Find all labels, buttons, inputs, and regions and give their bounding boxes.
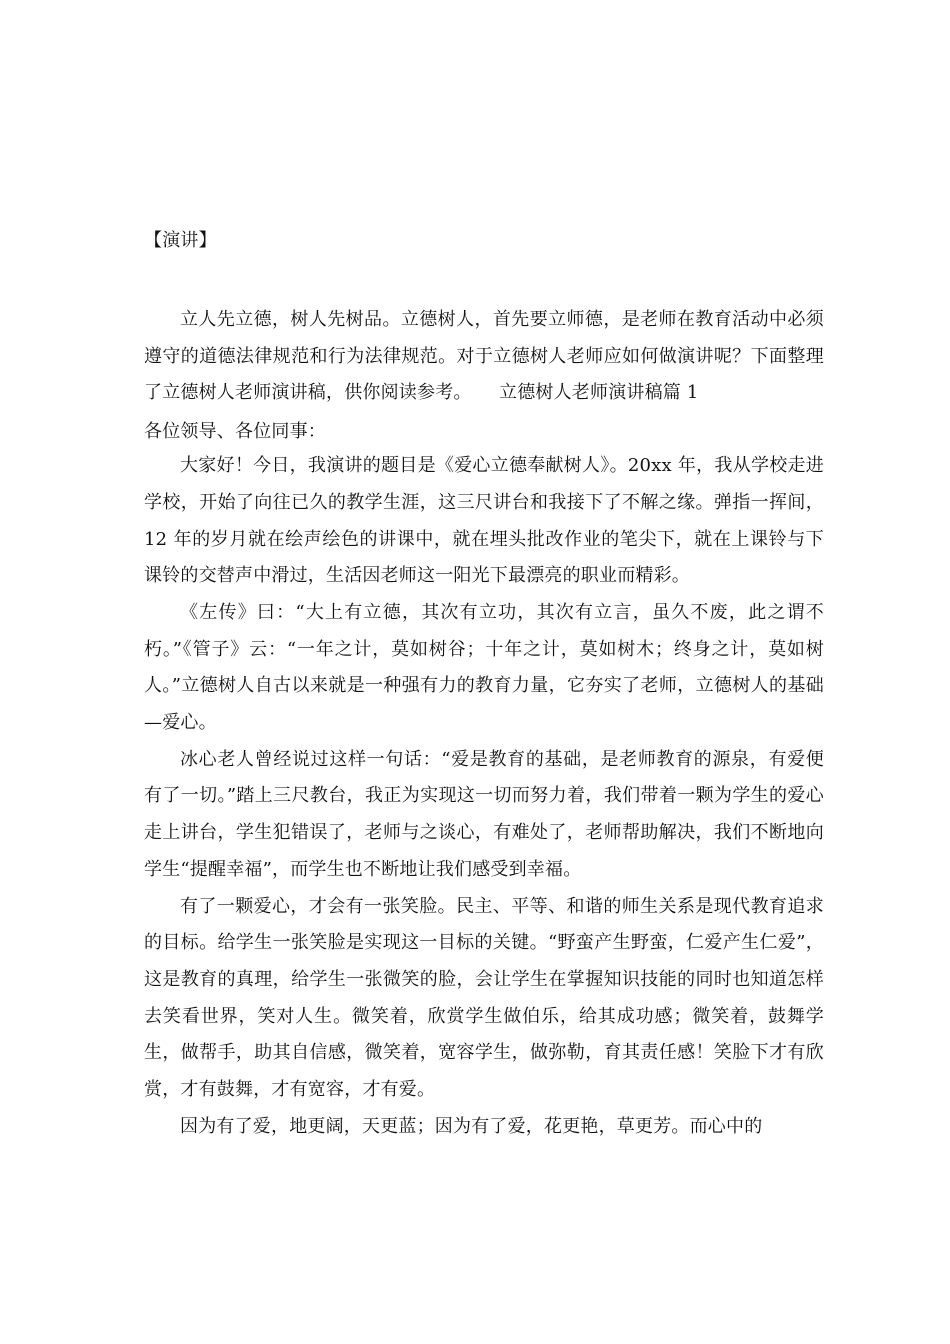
body-paragraph: 有了一颗爱心，才会有一张笑脸。民主、平等、和谐的师生关系是现代教育追求的目标。给学生一张笑脸是实现这一目标的关键。“野蛮产生野蛮，仁爱产生仁爱”，这是教育的真理，给学生一张微笑的脸，会让学生在掌握知识技能的同时也知道怎样去笑看世界，笑对人生。微笑着，欣赏学生做伯乐，给其成功感；微笑着，鼓舞学生，做帮手，助其自信感，微笑着，宽容学生，做弥勒，育其责任感！笑脸下才有欣赏，才有鼓舞，才有宽容，才有爱。: [144, 895, 824, 1101]
body-paragraph: 冰心老人曾经说过这样一句话：“爱是教育的基础，是老师教育的源泉，有爱便有了一切。”踏上三尺教台，我正为实现这一切而努力着，我们带着一颗为学生的爱心走上讲台，学生犯错误了，老师与之谈心，有难处了，老师帮助解决，我们不断地向学生“提醒幸福”，而学生也不断地让我们感受到幸福。: [144, 748, 824, 880]
intro-paragraph: 立人先立德，树人先树品。立德树人，首先要立师德，是老师在教育活动中必须遵守的道德法律规范和行为法律规范。对于立德树人老师应如何做演讲呢？下面整理了立德树人老师演讲稿，供你阅读参考。 立德树人老师演讲稿篇 1: [144, 309, 824, 404]
body-paragraph: 《左传》曰：“大上有立德，其次有立功，其次有立言，虽久不废，此之谓不朽。”《管子》云：“一年之计，莫如树谷；十年之计，莫如树木；终身之计，莫如树人。”立德树人自古以来就是一种强有力的教育力量，它夯实了老师，立德树人的基础—爱心。: [144, 601, 824, 734]
document-heading: 【演讲】: [144, 230, 217, 251]
heading-spacer: [144, 256, 824, 302]
document-body: [144, 226, 824, 1145]
salutation: 各位领导、各位同事：: [144, 421, 326, 443]
body-paragraph: 大家好！今日，我演讲的题目是《爱心立德奉献树人》。20xx 年，我从学校走进学校，开始了向往已久的教学生涯，这三尺讲台和我接下了不解之缘。弹指一挥间，12 年的岁月就在绘声绘色的讲课中，就在埋头批改作业的笔尖下，就在上课铃与下课铃的交替声中滑过，生活因老师这一阳光下最漂亮的职业而精彩。: [144, 455, 824, 587]
body-paragraph: 因为有了爱，地更阔，天更蓝；因为有了爱，花更艳，草更芳。而心中的: [180, 1115, 763, 1137]
